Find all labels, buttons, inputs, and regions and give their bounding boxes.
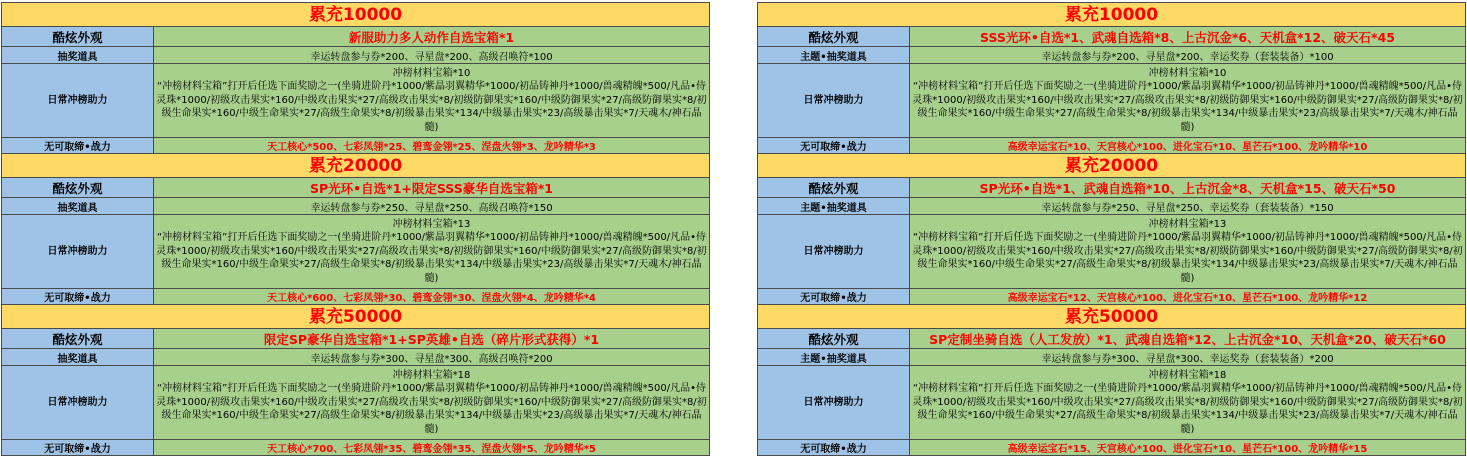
daily-boost-label: 日常冲榜助力: [758, 64, 910, 138]
power-label: 无可取缔•战力: [758, 440, 910, 456]
tier-title: 累充20000: [2, 154, 710, 178]
draw-items-label: 主题•抽奖道具: [758, 198, 910, 215]
draw-items-value: 幸运转盘参与券*200、寻星盘*200、高级召唤符*100: [154, 47, 710, 64]
power-row: [2, 440, 710, 456]
daily-boost-value: [910, 366, 1466, 440]
daily-boost-label: 日常冲榜助力: [2, 215, 154, 289]
daily-boost-label: 日常冲榜助力: [2, 64, 154, 138]
daily-box-desc: “冲榜材料宝箱”打开后任选下面奖励之一(坐骑进阶丹*1000/紫晶羽翼精华*1000/初品铸神丹*1000/兽魂精魄*500/凡品•侍灵珠*1000/初级攻击果实*160/中级攻击果实*27/高级攻击果实*8/初级防御果实*160/中级防御果实*27/高级防御果实*8/初级生命果实*160/中级生命果实*27/高级生命果实*8/初级暴击果实*134/中级暴击果实*23/高级暴击果实*7/天魂木/神石晶髓): [912, 383, 1463, 435]
tier-header-row: [758, 305, 1466, 329]
cool-look-label: 酷炫外观: [2, 27, 154, 47]
power-value: 天工核心*700、七彩凤翎*35、碧鸾金翎*35、涅盘火翎*5、龙吟精华*5: [154, 440, 710, 456]
cool-look-row: [758, 178, 1466, 198]
daily-boost-row: [2, 366, 710, 440]
tier-title: 累充10000: [758, 3, 1466, 27]
draw-items-row: [758, 349, 1466, 366]
tier-header-row: [2, 3, 710, 27]
cool-look-value: SP光环•自选*1+限定SSS豪华自选宝箱*1: [154, 178, 710, 198]
tier-header-row: [758, 154, 1466, 178]
power-label: 无可取缔•战力: [2, 138, 154, 154]
power-value: 高级幸运宝石*10、天宫核心*100、进化宝石*10、星芒石*100、龙吟精华*10: [910, 138, 1466, 154]
power-label: 无可取缔•战力: [2, 440, 154, 456]
power-row: [2, 138, 710, 154]
daily-box-title: 冲榜材料宝箱*10: [392, 67, 471, 79]
daily-box-desc: “冲榜材料宝箱”打开后任选下面奖励之一(坐骑进阶丹*1000/紫晶羽翼精华*1000/初品铸神丹*1000/兽魂精魄*500/凡品•侍灵珠*1000/初级攻击果实*160/中级攻击果实*27/高级攻击果实*8/初级防御果实*160/中级防御果实*27/高级防御果实*8/初级生命果实*160/中级生命果实*27/高级生命果实*8/初级暴击果实*134/中级暴击果实*23/高级暴击果实*7/天魂木/神石晶髓): [156, 383, 707, 435]
daily-box-title: 冲榜材料宝箱*18: [1148, 369, 1227, 381]
daily-box-title: 冲榜材料宝箱*18: [392, 369, 471, 381]
cool-look-label: 酷炫外观: [2, 178, 154, 198]
daily-boost-row: [758, 215, 1466, 289]
draw-items-row: [2, 198, 710, 215]
draw-items-value: 幸运转盘参与券*300、寻星盘*300、高级召唤符*200: [154, 349, 710, 366]
daily-boost-value: [154, 366, 710, 440]
cool-look-row: [758, 329, 1466, 349]
power-label: 无可取缔•战力: [758, 289, 910, 305]
cool-look-value: 限定SP豪华自选宝箱*1+SP英雄•自选（碎片形式获得）*1: [154, 329, 710, 349]
daily-boost-value: [154, 64, 710, 138]
tier-title: 累充50000: [2, 305, 710, 329]
draw-items-value: 幸运转盘参与券*300、寻星盘*300、幸运奖券（套装装备）*200: [910, 349, 1466, 366]
draw-items-row: [758, 198, 1466, 215]
daily-boost-label: 日常冲榜助力: [758, 366, 910, 440]
draw-items-row: [2, 349, 710, 366]
tier-title: 累充20000: [758, 154, 1466, 178]
cool-look-row: [2, 329, 710, 349]
power-row: [758, 440, 1466, 456]
tier-header-row: [758, 3, 1466, 27]
cool-look-row: [2, 27, 710, 47]
daily-box-title: 冲榜材料宝箱*10: [1148, 67, 1227, 79]
daily-boost-value: [910, 64, 1466, 138]
daily-boost-row: [2, 215, 710, 289]
tier-header-row: [2, 305, 710, 329]
power-value: 天工核心*500、七彩凤翎*25、碧鸾金翎*25、涅盘火翎*3、龙吟精华*3: [154, 138, 710, 154]
daily-box-desc: “冲榜材料宝箱”打开后任选下面奖励之一(坐骑进阶丹*1000/紫晶羽翼精华*1000/初品铸神丹*1000/兽魂精魄*500/凡品•侍灵珠*1000/初级攻击果实*160/中级攻击果实*27/高级攻击果实*8/初级防御果实*160/中级防御果实*27/高级防御果实*8/初级生命果实*160/中级生命果实*27/高级生命果实*8/初级暴击果实*134/中级暴击果实*23/高级暴击果实*7/天魂木/神石晶髓): [156, 232, 707, 284]
daily-box-desc: “冲榜材料宝箱”打开后任选下面奖励之一(坐骑进阶丹*1000/紫晶羽翼精华*1000/初品铸神丹*1000/兽魂精魄*500/凡品•侍灵珠*1000/初级攻击果实*160/中级攻击果实*27/高级攻击果实*8/初级防御果实*160/中级防御果实*27/高级防御果实*8/初级生命果实*160/中级生命果实*27/高级生命果实*8/初级暴击果实*134/中级暴击果实*23/高级暴击果实*7/天魂木/神石晶髓): [912, 232, 1463, 284]
draw-items-label: 抽奖道具: [2, 198, 154, 215]
power-row: [2, 289, 710, 305]
draw-items-label: 主题•抽奖道具: [758, 47, 910, 64]
daily-box-desc: “冲榜材料宝箱”打开后任选下面奖励之一(坐骑进阶丹*1000/紫晶羽翼精华*1000/初品铸神丹*1000/兽魂精魄*500/凡品•侍灵珠*1000/初级攻击果实*160/中级攻击果实*27/高级攻击果实*8/初级防御果实*160/中级防御果实*27/高级防御果实*8/初级生命果实*160/中级生命果实*27/高级生命果实*8/初级暴击果实*134/中级暴击果实*23/高级暴击果实*7/天魂木/神石晶髓): [156, 81, 707, 133]
daily-boost-row: [2, 64, 710, 138]
power-value: 高级幸运宝石*12、天宫核心*100、进化宝石*10、星芒石*100、龙吟精华*12: [910, 289, 1466, 305]
tier-title: 累充50000: [758, 305, 1466, 329]
cool-look-label: 酷炫外观: [758, 329, 910, 349]
daily-boost-row: [758, 64, 1466, 138]
left-reward-table: [1, 2, 710, 456]
draw-items-value: 幸运转盘参与券*250、寻星盘*250、幸运奖券（套装装备）*150: [910, 198, 1466, 215]
cool-look-row: [2, 178, 710, 198]
cool-look-value: 新服助力多人动作自选宝箱*1: [154, 27, 710, 47]
tier-header-row: [2, 154, 710, 178]
draw-items-label: 主题•抽奖道具: [758, 349, 910, 366]
cool-look-label: 酷炫外观: [2, 329, 154, 349]
draw-items-value: 幸运转盘参与券*250、寻星盘*250、高级召唤符*150: [154, 198, 710, 215]
daily-box-title: 冲榜材料宝箱*13: [1148, 218, 1227, 230]
cool-look-value: SP定制坐骑自选（人工发放）*1、武魂自选箱*12、上古沉金*10、天机盒*20、破天石*60: [910, 329, 1466, 349]
power-label: 无可取缔•战力: [758, 138, 910, 154]
cool-look-value: SP光环•自选*1、武魂自选箱*10、上古沉金*8、天机盒*15、破天石*50: [910, 178, 1466, 198]
daily-boost-row: [758, 366, 1466, 440]
draw-items-row: [2, 47, 710, 64]
daily-boost-value: [910, 215, 1466, 289]
tier-title: 累充10000: [2, 3, 710, 27]
power-value: 高级幸运宝石*15、天宫核心*100、进化宝石*10、星芒石*100、龙吟精华*15: [910, 440, 1466, 456]
right-reward-table: [757, 2, 1466, 456]
cool-look-label: 酷炫外观: [758, 27, 910, 47]
daily-box-title: 冲榜材料宝箱*13: [392, 218, 471, 230]
daily-boost-label: 日常冲榜助力: [758, 215, 910, 289]
cool-look-value: SSS光环•自选*1、武魂自选箱*8、上古沉金*6、天机盒*12、破天石*45: [910, 27, 1466, 47]
draw-items-label: 抽奖道具: [2, 349, 154, 366]
daily-boost-label: 日常冲榜助力: [2, 366, 154, 440]
daily-box-desc: “冲榜材料宝箱”打开后任选下面奖励之一(坐骑进阶丹*1000/紫晶羽翼精华*1000/初品铸神丹*1000/兽魂精魄*500/凡品•侍灵珠*1000/初级攻击果实*160/中级攻击果实*27/高级攻击果实*8/初级防御果实*160/中级防御果实*27/高级防御果实*8/初级生命果实*160/中级生命果实*27/高级生命果实*8/初级暴击果实*134/中级暴击果实*23/高级暴击果实*7/天魂木/神石晶髓): [912, 81, 1463, 133]
power-row: [758, 289, 1466, 305]
draw-items-row: [758, 47, 1466, 64]
cool-look-label: 酷炫外观: [758, 178, 910, 198]
cool-look-row: [758, 27, 1466, 47]
draw-items-value: 幸运转盘参与券*200、寻星盘*200、幸运奖券（套装装备）*100: [910, 47, 1466, 64]
draw-items-label: 抽奖道具: [2, 47, 154, 64]
power-value: 天工核心*600、七彩凤翎*30、碧鸾金翎*30、涅盘火翎*4、龙吟精华*4: [154, 289, 710, 305]
power-row: [758, 138, 1466, 154]
power-label: 无可取缔•战力: [2, 289, 154, 305]
daily-boost-value: [154, 215, 710, 289]
